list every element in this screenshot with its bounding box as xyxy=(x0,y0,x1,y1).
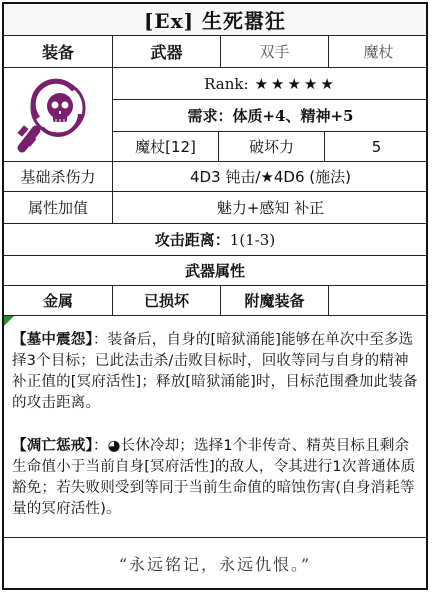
ability-2-name: 【凋亡惩戒】 xyxy=(12,438,93,454)
prop-item: 金属 xyxy=(42,292,73,310)
title-row xyxy=(4,4,426,36)
rank-row xyxy=(112,68,428,100)
prop-empty xyxy=(328,286,428,315)
base-damage-row xyxy=(4,162,426,192)
flavor-quote: “永远铭记，永远仇恨。” xyxy=(118,555,312,574)
weapon-props-label: 武器属性 xyxy=(184,262,245,280)
item-title: [Ex] 生死嚣狂 xyxy=(143,9,287,33)
durability-label: 破坏力 xyxy=(218,132,324,161)
requirement-row xyxy=(112,100,428,132)
weapon-label: 武器 xyxy=(112,36,220,67)
props-row xyxy=(4,286,426,316)
ability-1-text: ：装备后，自身的[暗狱涌能]能够在单次中至多选择3个目标；已此法击杀/击败目标时，回收等同与自身的精神补正值的[冥府活性]；释放[暗狱涌能]时，目标范围叠加此装备的攻击距离。 xyxy=(12,332,418,411)
requirement-text: 需求：体质+4、精神+5 xyxy=(187,107,354,125)
equipment-label: 装备 xyxy=(41,43,74,62)
item-card xyxy=(2,2,428,590)
attack-range-label: 攻击距离： xyxy=(154,231,230,249)
prop-item: 附魔装备 xyxy=(220,286,328,315)
icon-block xyxy=(4,68,112,162)
skull-key-icon xyxy=(4,68,112,162)
attribute-bonus-label: 属性加值 xyxy=(27,199,88,217)
header-row xyxy=(4,36,426,68)
attack-range-row xyxy=(4,224,426,256)
rank-label: Rank: xyxy=(204,74,249,93)
attack-range-value: 1(1-3) xyxy=(229,230,276,249)
type-value: 魔杖 xyxy=(328,36,428,67)
ability-2-text: ：◕长休冷却；选择1个非传奇、精英目标且剩余生命值小于当前自身[冥府活性]的敌人，令其进行1次普通体质豁免；若失败则受到等同于当前生命值的暗蚀伤害(自身消耗等量的冥府活性)。 xyxy=(12,438,416,517)
stats-row xyxy=(112,132,428,162)
prop-item: 已损坏 xyxy=(112,286,220,315)
ability-2 xyxy=(12,436,422,520)
weapon-name: 魔杖[12] xyxy=(112,132,218,161)
attribute-bonus-value: 魅力+感知 补正 xyxy=(112,192,428,223)
base-damage-value: 4D3 钝击/★4D6 (施法) xyxy=(112,162,428,191)
ability-1 xyxy=(12,330,422,414)
rank-stars: ★★★★★ xyxy=(254,74,337,93)
hands-value: 双手 xyxy=(220,36,328,67)
ability-1-name: 【墓中震怨】 xyxy=(12,332,93,348)
description-block xyxy=(4,316,426,538)
attribute-bonus-row xyxy=(4,192,426,224)
durability-value: 5 xyxy=(324,132,428,161)
weapon-props-row xyxy=(4,256,426,286)
corner-marker xyxy=(4,316,14,326)
base-damage-label: 基础杀伤力 xyxy=(20,168,96,186)
